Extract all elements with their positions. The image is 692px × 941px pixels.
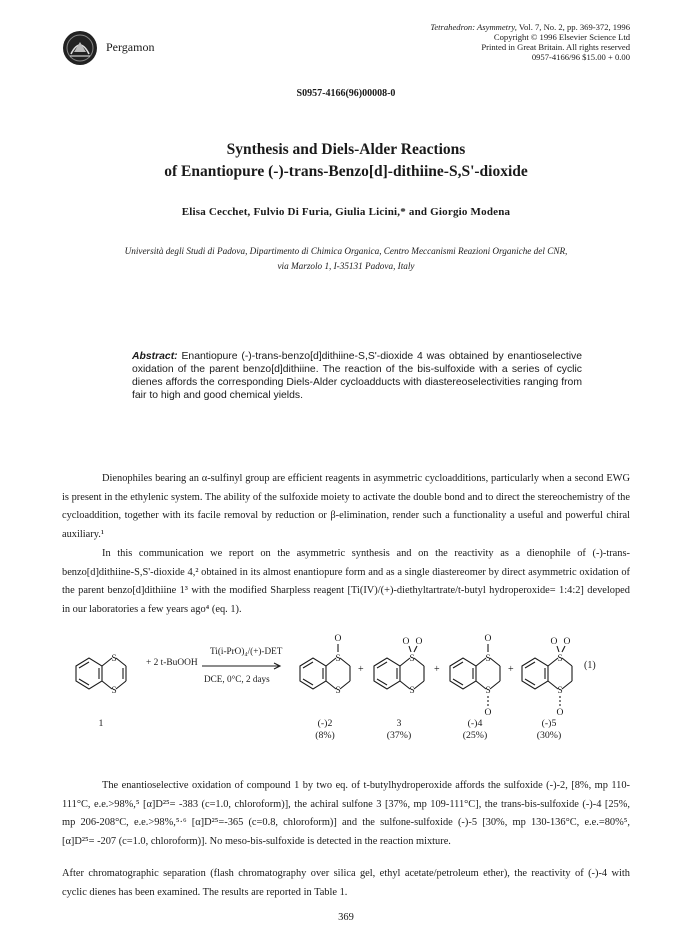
- reaction-conditions: DCE, 0°C, 2 days: [204, 674, 270, 684]
- compound-5-structure: [522, 646, 572, 706]
- compound-label-1: [76, 718, 126, 730]
- abstract-text: Enantiopure (-)-trans-benzo[d]dithiine-S,S'-dioxide 4 was obtained by enantioselective oxidation of the parent benzo[d]dithiine. The reaction of the bis-sulfoxide with a series of cyclic dienes affords the corresponding Diels-Alder cycloadducts with diastereoselectivities ranging from fair to high and good chemical yields.: [132, 351, 582, 401]
- reagent-tbuooh: + 2 t-BuOOH: [146, 658, 198, 668]
- compound-4-structure: [450, 644, 500, 706]
- paragraph-2: In this communication we report on the asymmetric synthesis and on the reactivity as a dienophile of (-)-trans-benzo[d]dithiine-S,S'-dioxide 4,² obtained in its almost enantiopure form and as a single diastereomer by direct asymmetric oxidation of the parent benzo[d]dithiine 1³ with the modified Sharpless reagent [Ti(IV)/(+)-diethyltartrate/t-butyl hydroperoxide= 1:4:2] developed in our laboratories a few years ago⁴ (eq. 1).: [62, 548, 630, 615]
- cmpd3-atom-o-left: O: [402, 636, 410, 647]
- compound-4-id: (-)4: [467, 718, 483, 729]
- compound-label-4: [450, 718, 500, 742]
- compound-3-id: 3: [396, 718, 402, 729]
- price-line: 0957-4166/96 $15.00 + 0.00: [531, 52, 630, 62]
- equation-number: (1): [584, 660, 596, 671]
- affiliation-line-2: via Marzolo 1, I-35131 Padova, Italy: [277, 261, 415, 271]
- cmpd5-atom-o-right: O: [563, 636, 571, 647]
- cmpd2-atom-s-top: S: [335, 653, 341, 664]
- cmpd2-atom-o: O: [334, 633, 342, 644]
- journal-citation-block: [300, 22, 630, 62]
- cmpd5-atom-s-top: S: [557, 653, 563, 664]
- cmpd5-atom-s-bottom: S: [557, 685, 563, 696]
- cmpd4-atom-o-bottom: O: [484, 707, 492, 718]
- journal-volume-line: [300, 22, 630, 32]
- title-line-1: Synthesis and Diels-Alder Reactions: [226, 141, 466, 158]
- journal-title: Tetrahedron: Asymmetry,: [430, 22, 517, 32]
- cmpd4-atom-o-top: O: [484, 633, 492, 644]
- paragraph-4: After chromatographic separation (flash chromatography over silica gel, ethyl acetate/petroleum ether), the reactivity of (-)-4 with cyclic dienes has been examined. The results are reported in Table 1.: [62, 868, 630, 898]
- cmpd3-atom-s-top: S: [409, 653, 415, 664]
- compound-4-yield: (25%): [462, 730, 488, 741]
- article-title: [30, 139, 662, 183]
- paragraph-3: The enantioselective oxidation of compound 1 by two eq. of t-butylhydroperoxide affords the sulfoxide (-)-2, [8%, mp 110-111°C, e.e.>98%,⁵ [α]D²⁵= -383 (c=1.0, chloroform)], the achiral sulfone 3 [37%, mp 109-111°C], the trans-bis-sulfoxide (-)-4 [25%, mp 206-208°C, e.e.>98%,⁵·⁶ [α]D²⁵=-365 (c=0.8, chloroform)] and the sulfone-sulfoxide (-)-5 [30%, mp 130-136°C, e.e.=80%⁵, [α]D²⁵= -207 (c=1.0, chloroform)]. No meso-bis-sulfoxide is detected in the reaction mixture.: [62, 780, 630, 847]
- plus-sign-2: +: [434, 664, 440, 675]
- plus-sign-3: +: [508, 664, 514, 675]
- affiliation-line-1: Università degli Studi di Padova, Dipartimento di Chimica Organica, Centro Meccanismi Reazioni Organiche del CNR,: [124, 246, 568, 256]
- reaction-scheme: [62, 618, 630, 741]
- cmpd5-atom-o-left: O: [550, 636, 558, 647]
- copyright-line: Copyright © 1996 Elsevier Science Ltd: [493, 32, 630, 42]
- page-number: 369: [338, 912, 354, 923]
- author-list: Elisa Cecchet, Fulvio Di Furia, Giulia Licini,* and Giorgio Modena: [181, 206, 511, 218]
- cmpd3-atom-s-bottom: S: [409, 685, 415, 696]
- abstract: [132, 350, 582, 402]
- compound-2-structure: [300, 644, 350, 689]
- cmpd3-atom-o-right: O: [415, 636, 423, 647]
- pii-identifier: S0957-4166(96)00008-0: [296, 88, 396, 99]
- cmpd2-atom-s-bottom: S: [335, 685, 341, 696]
- abstract-label: Abstract:: [132, 351, 178, 362]
- paragraph-1: Dienophiles bearing an α-sulfinyl group are efficient reagents in asymmetric cycloadditions, particularly when a second EWG is present in the ethylenic system. The ability of the sulfoxide moiety to activate the double bond and to direct the stereochemistry of the cycloaddition, together with its facile removal by reduction or β-elimination, render such a functionality a useful and powerful chiral auxiliary.¹: [62, 473, 630, 540]
- cmpd4-atom-s-bottom: S: [485, 685, 491, 696]
- compound-label-3: [374, 718, 424, 742]
- title-line-2: of Enantiopure (-)-trans-Benzo[d]-dithiine-S,S'-dioxide: [164, 163, 528, 180]
- compound-1-id: 1: [98, 718, 104, 729]
- compound-5-id: (-)5: [541, 718, 557, 729]
- affiliation: [40, 244, 652, 274]
- cmpd1-atom-s-bottom: S: [111, 685, 117, 696]
- pergamon-logo-icon: [62, 30, 98, 66]
- cmpd1-atom-s-top: S: [111, 653, 117, 664]
- printed-line: Printed in Great Britain. All rights reserved: [481, 42, 630, 52]
- cmpd4-atom-s-top: S: [485, 653, 491, 664]
- plus-sign-1: +: [358, 664, 364, 675]
- compound-5-yield: (30%): [536, 730, 562, 741]
- compound-label-5: [524, 718, 574, 742]
- journal-volume: Vol. 7, No. 2, pp. 369-372, 1996: [518, 22, 630, 32]
- compound-3-yield: (37%): [386, 730, 412, 741]
- compound-2-yield: (8%): [315, 730, 335, 741]
- cmpd5-atom-o-bottom: O: [556, 707, 564, 718]
- compound-label-2: [300, 718, 350, 742]
- reagent-catalyst: Ti(i-PrO)₄/(+)-DET: [210, 646, 283, 656]
- compound-3-structure: [374, 646, 424, 689]
- publisher-name: Pergamon: [106, 40, 155, 54]
- compound-1-structure: [76, 658, 126, 689]
- compound-2-id: (-)2: [317, 718, 333, 729]
